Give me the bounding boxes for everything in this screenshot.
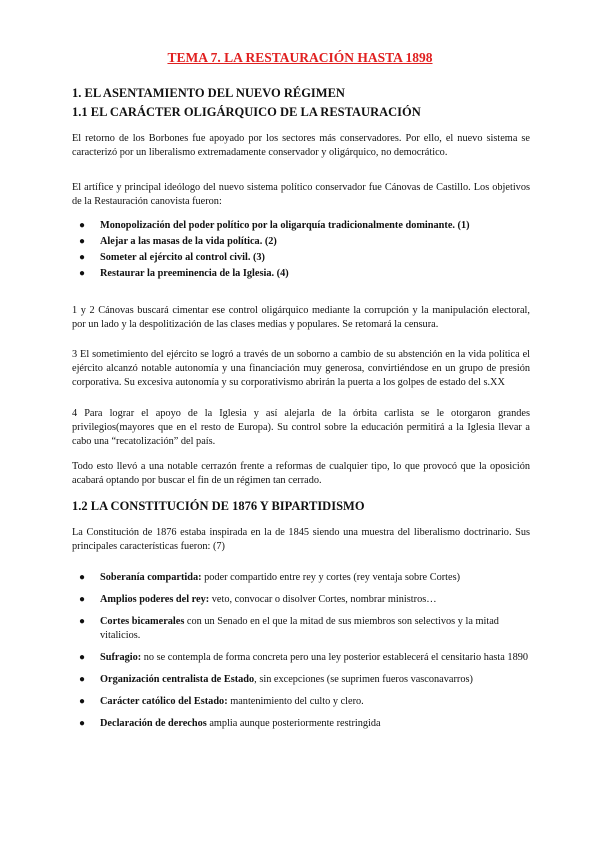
note-1-2: 1 y 2 Cánovas buscará cimentar ese control oligárquico mediante la corrupción y la manipulación electoral, por un lado y la despolitización de las clases medias y populares. Se retomará la censura. <box>72 305 530 330</box>
bullet-icon: ● <box>79 268 86 279</box>
bullet-icon: ● <box>79 718 86 729</box>
bullet-icon: ● <box>79 594 86 605</box>
paragraph-intro: El retorno de los Borbones fue apoyado por los sectores más conservadores. Por ello, el nuevo sistema se caracterizó por un liberalismo extremadamente conservador y oligárquico, no democrático. <box>72 133 530 158</box>
paragraph-constitution: La Constitución de 1876 estaba inspirada en la de 1845 siendo una muestra del liberalismo doctrinario. Sus principales características fueron: (7) <box>72 527 530 552</box>
bullet-icon: ● <box>79 696 86 707</box>
list-item: ● Alejar a las masas de la vida política. (2) <box>79 236 277 247</box>
list-item: ● Restaurar la preeminencia de la Iglesia. (4) <box>79 268 289 279</box>
list-item: ● Monopolización del poder político por la oligarquía tradicionalmente dominante. (1) <box>79 220 470 231</box>
bullet-icon: ● <box>79 220 86 231</box>
section-1-2-heading: 1.2 LA CONSTITUCIÓN DE 1876 Y BIPARTIDISMO <box>72 499 365 513</box>
list-item: ● Sufragio: no se contempla de forma concreta pero una ley posterior establecerá el censitario hasta 1890 <box>79 652 529 663</box>
paragraph-conclusion: Todo esto llevó a una notable cerrazón frente a reformas de cualquier tipo, lo que provocó que la oposición acabará optando por buscar el fin de un régimen tan cerrado. <box>72 461 530 486</box>
objectives-list <box>72 219 530 281</box>
bullet-icon: ● <box>79 572 86 583</box>
note-4: 4 Para lograr el apoyo de la Iglesia y así alejarla de la órbita carlista se le otorgaron grandes privilegios(mayores que en el resto de Europa). Su control sobre la educación permitirá a la Iglesia llevar a cabo una “recatolización” del país. <box>72 408 530 447</box>
list-item: ● Organización centralista de Estado, sin excepciones (se suprimen fueros vasconavarros) <box>79 674 473 685</box>
list-item: ● Amplios poderes del rey: veto, convocar o disolver Cortes, nombrar ministros… <box>79 594 437 605</box>
document-title: TEMA 7. LA RESTAURACIÓN HASTA 1898 <box>167 50 433 65</box>
paragraph-architect: El artífice y principal ideólogo del nuevo sistema político conservador fue Cánovas de Castillo. Los objetivos de la Restauración canovista fueron: <box>72 182 530 207</box>
section-1-heading: 1. EL ASENTAMIENTO DEL NUEVO RÉGIMEN <box>72 86 345 100</box>
bullet-icon: ● <box>79 652 86 663</box>
note-3: 3 El sometimiento del ejército se logró a través de un soborno a cambio de su abstención en la vida política el ejército alcanzó notable autonomía y una financiación muy generosa, convirtiéndose en un grupo de presión corporativa. Su excesiva autonomía y su corporativismo abrirán la puerta a los golpes de estado del s.XX <box>72 349 530 388</box>
bullet-icon: ● <box>79 252 86 263</box>
section-1-1-heading: 1.1 EL CARÁCTER OLIGÁRQUICO DE LA RESTAURACIÓN <box>72 105 421 119</box>
bullet-icon: ● <box>79 616 86 627</box>
bullet-icon: ● <box>79 674 86 685</box>
list-item: ● Declaración de derechos amplia aunque posteriormente restringida <box>79 718 381 729</box>
list-item: ● Soberanía compartida: poder compartido entre rey y cortes (rey ventaja sobre Cortes) <box>79 572 461 583</box>
list-item: ● Cortes bicamerales con un Senado en el que la mitad de sus miembros son selectivos y la mitad vitalicios. <box>79 616 499 641</box>
bullet-icon: ● <box>79 236 86 247</box>
features-list <box>72 571 530 731</box>
list-item: ● Someter al ejército al control civil. (3) <box>79 252 265 263</box>
list-item: ● Carácter católico del Estado: mantenimiento del culto y clero. <box>79 696 364 707</box>
